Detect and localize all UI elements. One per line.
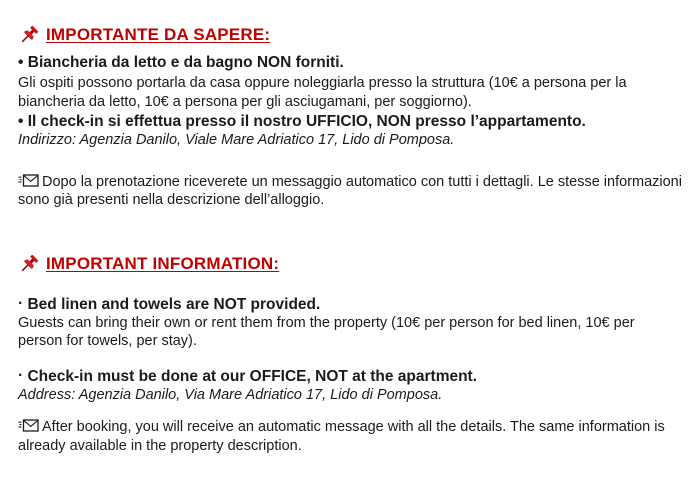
bullet: •: [18, 54, 24, 71]
bullet: •: [18, 113, 24, 130]
english-linen-bold-text: Bed linen and towels are NOT provided.: [27, 295, 321, 313]
incoming-envelope-icon: [18, 174, 39, 187]
pushpin-icon: [18, 253, 40, 275]
italian-section-title: IMPORTANTE DA SAPERE:: [46, 25, 271, 44]
english-linen-statement: [18, 294, 682, 314]
english-linen-details: Guests can bring their own or rent them from the property (10€ per person for bed linen, 10€ per person for towels, per stay).: [18, 314, 635, 349]
italian-section-heading: [18, 24, 682, 46]
english-office-address: Address: Agenzia Danilo, Via Mare Adriatico 17, Lido di Pomposa.: [18, 386, 443, 403]
pushpin-icon: [18, 24, 40, 46]
italian-linen-statement: [18, 53, 682, 72]
english-section-heading: [18, 253, 682, 275]
italian-booking-note: [18, 173, 682, 210]
english-section-title: IMPORTANT INFORMATION:: [46, 253, 280, 273]
bullet: ·: [18, 294, 24, 312]
english-booking-note-text: After booking, you will receive an automatic message with all the details. The same information is already available in the property description.: [18, 419, 665, 454]
english-checkin-statement: [18, 366, 682, 386]
italian-booking-note-text: Dopo la prenotazione riceverete un messaggio automatico con tutti i dettagli. Le stesse informazioni sono già presenti nella descrizione dell’alloggio.: [18, 173, 682, 208]
bullet: ·: [18, 366, 24, 384]
english-checkin-bold-text: Check-in must be done at our OFFICE, NOT at the apartment.: [27, 367, 478, 385]
incoming-envelope-icon: [18, 419, 39, 432]
english-booking-note: [18, 418, 682, 455]
italian-office-address: Indirizzo: Agenzia Danilo, Viale Mare Adriatico 17, Lido di Pomposa.: [18, 132, 455, 148]
italian-linen-bold-text: Biancheria da letto e da bagno NON forniti.: [27, 54, 344, 71]
italian-checkin-statement: [18, 112, 682, 131]
italian-linen-details: Gli ospiti possono portarla da casa oppure noleggiarla presso la struttura (10€ a persona per la biancheria da letto, 10€ a persona per gli asciugamani, per soggiorno).: [18, 75, 627, 110]
italian-checkin-bold-text: Il check-in si effettua presso il nostro UFFICIO, NON presso l’appartamento.: [27, 113, 586, 130]
